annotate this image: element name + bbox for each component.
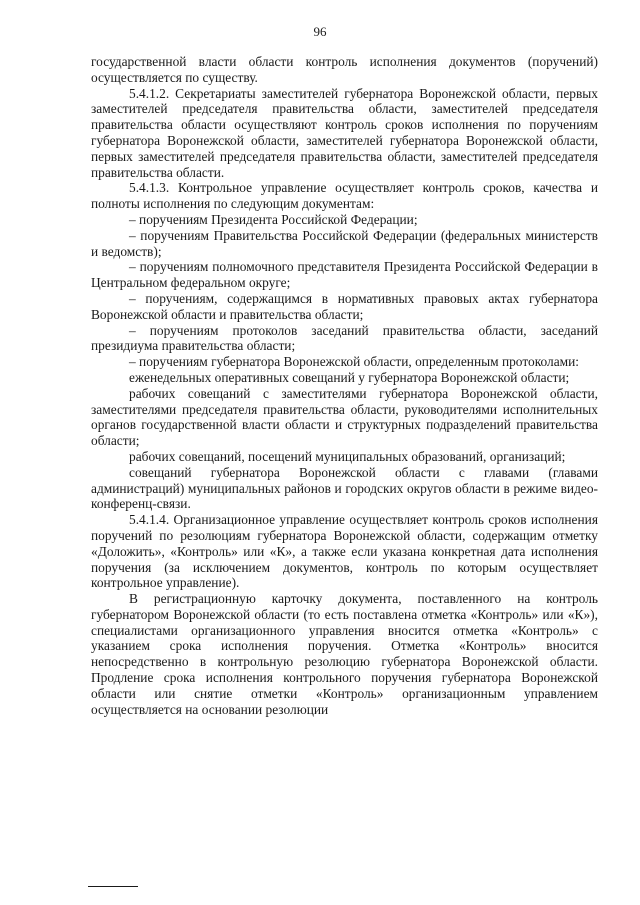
list-item-plenipotentiary: – поручениям полномочного представителя Президента Российской Федерации в Центральном федеральном округе; bbox=[91, 259, 598, 291]
paragraph-registration-card: В регистрационную карточку документа, поставленного на контроль губернатором Воронежской области (то есть поставлена отметка «Контроль» или «К»), специалистами организационного управления вносится отметка «Контроль» с указанием срока исполнения поручения. Отметка «Контроль» вносится непосредственно в контрольную резолюцию губернатора Воронежской области. Продление срока исполнения контрольного поручения губернатора Воронежской области или снятие отметки «Контроль» организационным управлением осуществляется на основании резолюции bbox=[91, 591, 598, 717]
paragraph-5-4-1-3: 5.4.1.3. Контрольное управление осуществляет контроль сроков, качества и полноты исполнения по следующим документам: bbox=[91, 180, 598, 212]
list-item-government: – поручениям Правительства Российской Федерации (федеральных министерств и ведомств); bbox=[91, 227, 598, 259]
sub-item-visits: рабочих совещаний, посещений муниципальных образований, организаций; bbox=[129, 448, 566, 464]
footer-divider bbox=[88, 886, 138, 887]
paragraph-continuation: государственной власти области контроль исполнения документов (поручений) осуществляется по существу. bbox=[91, 54, 598, 85]
sub-item-working-meetings: рабочих совещаний с заместителями губернатора Воронежской области, заместителями председателя правительства области, руководителями исполнительных органов государственной власти области и структурных подразделений правительства области; bbox=[91, 385, 598, 449]
sub-item-video-conferences: совещаний губернатора Воронежской области с главами (главами администраций) муниципальных районов и городских округов области в режиме видео-конференц-связи. bbox=[91, 464, 598, 512]
paragraph-5-4-1-4: 5.4.1.4. Организационное управление осуществляет контроль сроков исполнения поручений по резолюциям губернатора Воронежской области, содержащим отметку «Доложить», «Контроль» или «К», а также если указана конкретная дата исполнения поручения (за исключением документов, контроль по которым осуществляет контрольное управление). bbox=[91, 512, 598, 591]
list-item-normative-acts: – поручениям, содержащимся в нормативных правовых актах губернатора Воронежской области и правительства области; bbox=[91, 290, 598, 322]
document-body bbox=[91, 54, 598, 717]
list-item-governor-protocols: – поручениям губернатора Воронежской области, определенным протоколами: bbox=[129, 354, 580, 370]
list-item-protocols: – поручениям протоколов заседаний правительства области, заседаний президиума правительства области; bbox=[91, 322, 598, 354]
list-item-president: – поручениям Президента Российской Федерации; bbox=[129, 211, 418, 227]
paragraph-5-4-1-2: 5.4.1.2. Секретариаты заместителей губернатора Воронежской области, первых заместителей председателя правительства области, заместителей председателя правительства области осуществляют контроль сроков исполнения по поручениям губернатора Воронежской области, заместителей губернатора Воронежской области, первых заместителей председателя правительства области, заместителей председателя правительства области. bbox=[91, 85, 598, 180]
page-number: 96 bbox=[313, 24, 327, 39]
sub-item-weekly-meetings: еженедельных оперативных совещаний у губернатора Воронежской области; bbox=[129, 369, 570, 385]
